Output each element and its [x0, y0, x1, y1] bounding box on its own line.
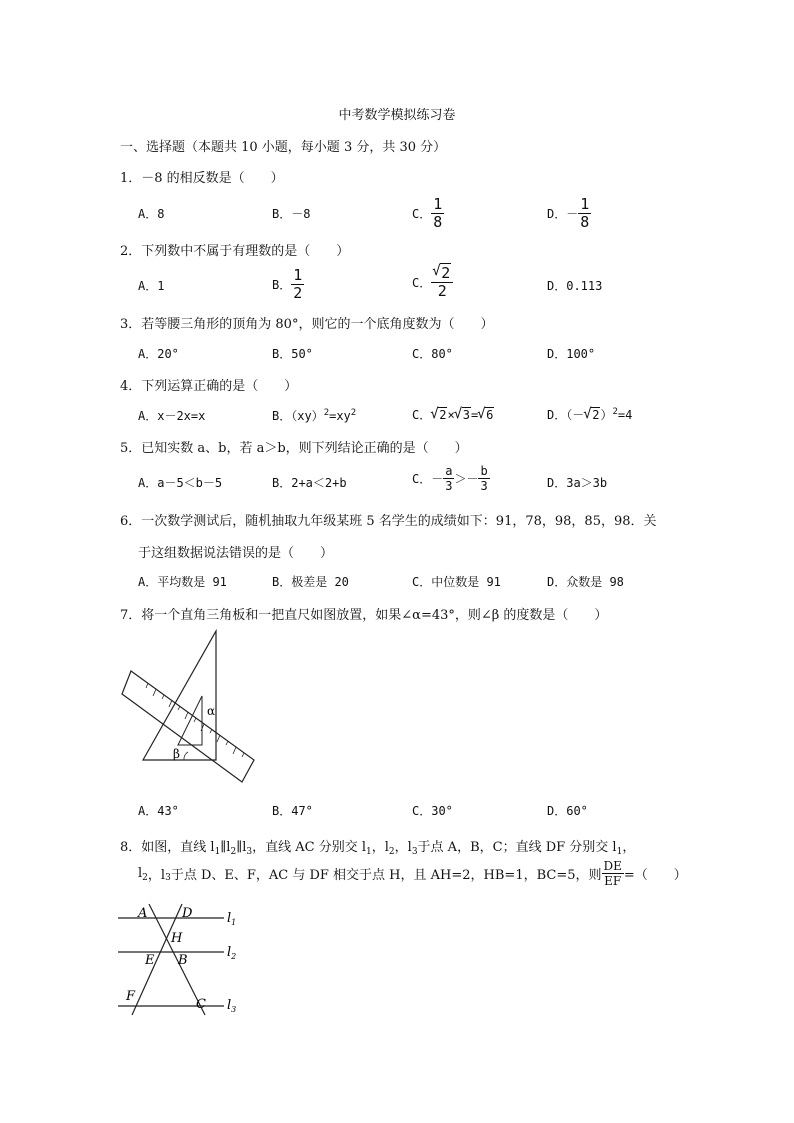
- set-square-outer: [143, 631, 216, 760]
- q4-option-d: D．（－√ 2）$^2$=4: [547, 406, 632, 423]
- q1-option-b: B．－8: [272, 207, 311, 221]
- q3-option-a: A．20°: [138, 347, 179, 361]
- q5-option-b: B．2+a＜2+b: [272, 476, 347, 490]
- question-7-stem: 7．将一个直角三角板和一把直尺如图放置，如果∠α=43°，则∠β 的度数是（ ）: [120, 608, 608, 623]
- question-3-stem: 3．若等腰三角形的顶角为 80°，则它的一个底角度数为（ ）: [120, 317, 494, 332]
- q7-option-c: C．30°: [412, 804, 453, 818]
- q1-option-c: C． $\frac{1}{8}$: [412, 195, 443, 231]
- q4-option-b: B．$(xy)^2=xy^2$: [272, 408, 357, 423]
- point-F-label: F: [126, 989, 136, 1004]
- line-l2-label: $l_2$: [227, 945, 237, 961]
- line-l1-label: $l_1$: [227, 911, 237, 927]
- point-C-label: C: [196, 997, 206, 1012]
- q4-option-a: A．x－2x=x: [138, 409, 206, 423]
- question-8-stem-line2: $l_2$，$l_3$于点 D、E、F，AC 与 DF 相交于点 H，且 AH=2，HB=1，BC=5，则 $\frac{DE}{EF}$ =（ ）: [138, 859, 687, 888]
- q1-option-a: A．8: [138, 207, 165, 221]
- q6-option-a: A．平均数是 91: [138, 575, 227, 589]
- q5-option-c: C．－ $\frac{a}{3}$ ＞－ $\frac{b}{3}$: [412, 464, 488, 493]
- point-D-label: D: [182, 906, 193, 921]
- q2-option-a: A．1: [138, 279, 165, 293]
- point-H-label: H: [171, 931, 183, 946]
- section-heading: 一、选择题（本题共 10 小题，每小题 3 分，共 30 分）: [120, 140, 447, 155]
- question-2-stem: 2．下列数中不属于有理数的是（ ）: [120, 244, 350, 259]
- point-E-label: E: [145, 953, 155, 968]
- q7-option-a: A．43°: [138, 804, 179, 818]
- ruler: [122, 671, 254, 782]
- question-8-stem-line1: 8．如图，直线 $l_1\parallel l_2\parallel l_3$，直线 AC 分别交 $l_1$，$l_2$，$l_3$于点 A，B，C；直线 DF 分别交 $l_1$，: [120, 840, 636, 857]
- q7-option-b: B．47°: [272, 804, 313, 818]
- question-6-stem-line2: 于这组数据说法错误的是（ ）: [138, 546, 334, 561]
- q2-option-b: B． $\frac{1}{2}$: [272, 266, 303, 302]
- beta-arc: [184, 752, 188, 760]
- ruler-triangle-figure: [118, 628, 263, 788]
- question-1-stem: 1．－8 的相反数是（ ）: [120, 171, 284, 186]
- beta-label: β: [173, 747, 180, 761]
- q7-option-d: D．60°: [547, 804, 588, 818]
- q1-option-d: D．－ $\frac{1}{8}$: [547, 195, 590, 231]
- q5-option-d: D．3a＞3b: [547, 476, 608, 490]
- q3-option-d: D．100°: [547, 347, 596, 361]
- q6-option-b: B．极差是 20: [272, 575, 349, 589]
- parallel-lines-figure: [114, 896, 254, 1018]
- question-6-stem-line1: 6．一次数学测试后，随机抽取九年级某班 5 名学生的成绩如下：91，78，98，85，98．关: [120, 514, 657, 529]
- line-l3-label: $l_3$: [227, 998, 237, 1014]
- q3-option-c: C．80°: [412, 347, 453, 361]
- point-A-label: A: [138, 906, 148, 921]
- q4-option-c: C．√ 2×√ 3=√ 6: [412, 406, 494, 423]
- q5-option-a: A．a－5＜b－5: [138, 476, 223, 490]
- point-B-label: B: [178, 953, 188, 968]
- q2-option-c: C． √ $\frac{2}{2}$: [412, 266, 453, 299]
- question-4-stem: 4．下列运算正确的是（ ）: [120, 379, 298, 394]
- q3-option-b: B．50°: [272, 347, 313, 361]
- q6-option-c: C．中位数是 91: [412, 575, 501, 589]
- question-5-stem: 5．已知实数 a、b，若 a＞b，则下列结论正确的是（ ）: [120, 441, 468, 456]
- q6-option-d: D．众数是 98: [547, 575, 624, 589]
- q2-option-d: D．0.113: [547, 279, 603, 293]
- ruler-ticks: [146, 683, 244, 757]
- page-title: 中考数学模拟练习卷: [338, 108, 456, 123]
- alpha-label: α: [207, 704, 216, 718]
